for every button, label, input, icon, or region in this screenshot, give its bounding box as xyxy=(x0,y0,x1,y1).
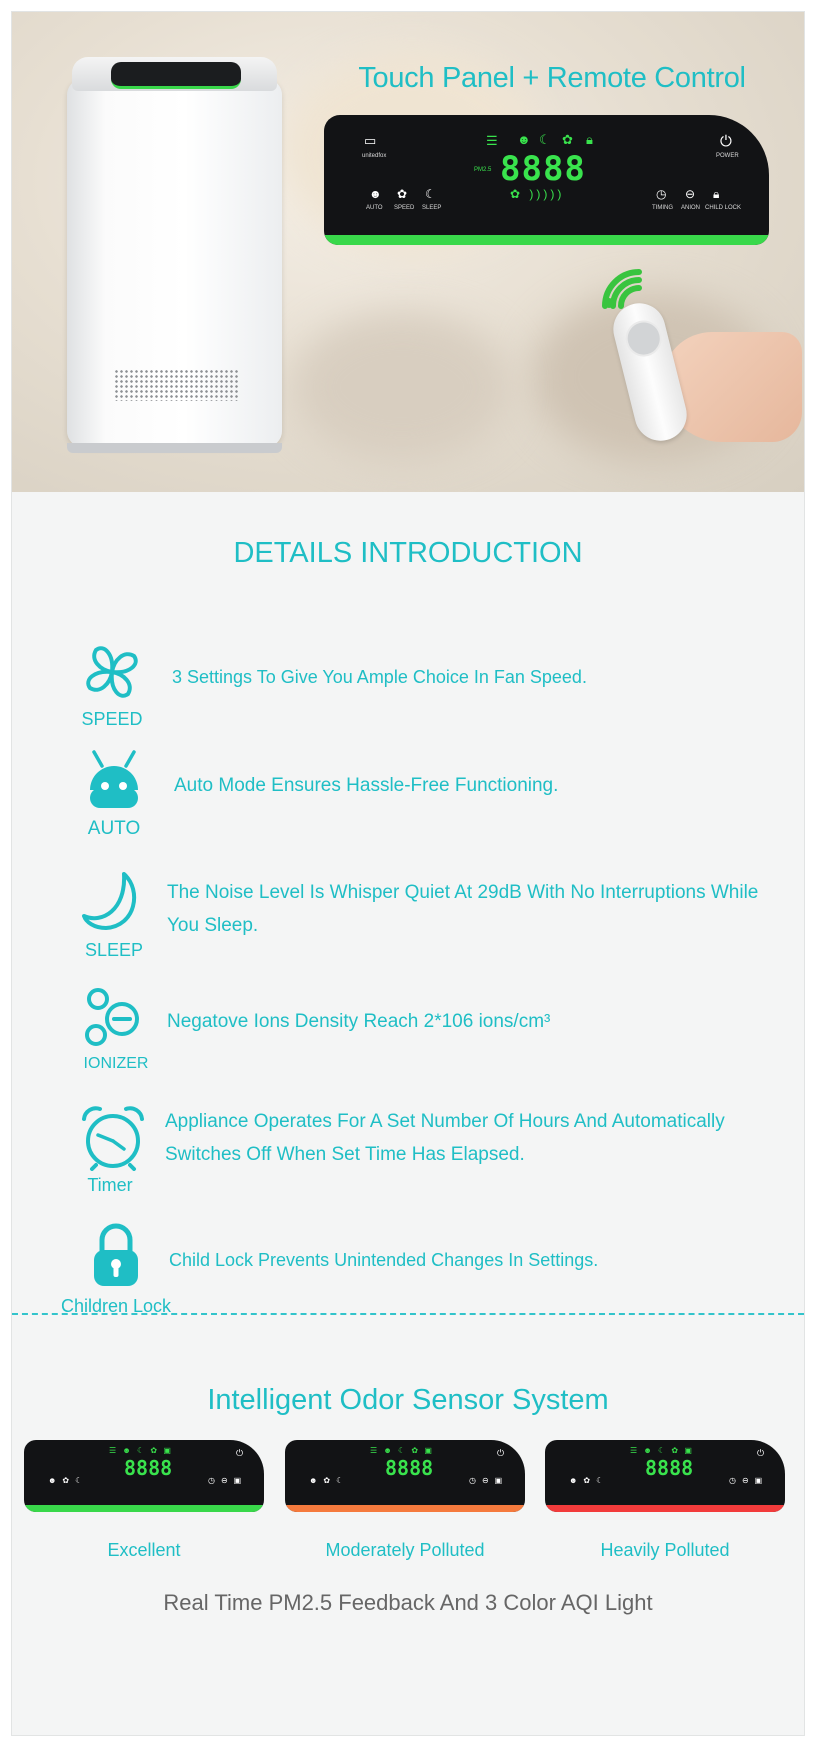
panel-buttons: ◷⊖▣ xyxy=(729,1476,769,1485)
purifier-grille xyxy=(114,369,238,401)
panel-buttons: ◷⊖▣ xyxy=(469,1476,509,1485)
feature-text: 3 Settings To Give You Ample Choice In Fan Speed. xyxy=(172,667,587,687)
feature-text: Negatove Ions Density Reach 2*106 ions/cm³ xyxy=(167,1011,551,1032)
product-detail-frame xyxy=(11,11,805,1736)
auto-status-icon: ☻ xyxy=(517,132,531,147)
panel-moderately-polluted xyxy=(285,1440,525,1512)
child-lock-button[interactable]: 🔒︎ xyxy=(713,187,720,201)
feature-label: Timer xyxy=(87,1175,133,1195)
power-button[interactable]: ⏻ xyxy=(720,133,732,150)
filter-status-icon: ☰ xyxy=(486,133,498,148)
feature-text: Appliance Operates For A Set Number Of Hours And Automatically Switches Off When Set Time Has Elapsed. xyxy=(165,1111,725,1165)
lock-status-icon: 🔒︎ xyxy=(586,132,593,147)
pm25-label: PM2.5 xyxy=(474,167,492,173)
sleep-button-label: SLEEP xyxy=(422,205,442,211)
section-divider xyxy=(12,1313,804,1315)
pm25-display: 8888 xyxy=(385,1456,434,1480)
anion-button[interactable]: ⊖ xyxy=(685,187,696,201)
fan-level-indicator: ✿ ))))) xyxy=(510,187,565,201)
speed-button[interactable]: ✿ xyxy=(397,187,408,201)
feature-label: AUTO xyxy=(87,818,141,839)
feature-text: The Noise Level Is Whisper Quiet At 29dB With No Interruptions While You Sleep. xyxy=(167,882,759,936)
power-label: POWER xyxy=(716,153,739,159)
power-icon: ⏻ xyxy=(497,1448,505,1458)
auto-button-label: AUTO xyxy=(366,205,383,211)
aqi-light-bar xyxy=(545,1505,785,1512)
fan-status-icon: ✿ xyxy=(562,132,573,147)
feature-text: Child Lock Prevents Unintended Changes In Settings. xyxy=(169,1250,599,1270)
ionizer-icon xyxy=(82,987,146,1051)
status-icons: ☰ ☻ ☾ ✿ ▣ xyxy=(370,1446,434,1455)
aqi-light-bar xyxy=(24,1505,264,1512)
timing-button-label: TIMING xyxy=(652,205,673,211)
sleep-button[interactable]: ☾ xyxy=(425,187,436,201)
status-icons: ☰ ☻ ☾ ✿ ▣ xyxy=(109,1446,173,1455)
feature-text: Auto Mode Ensures Hassle-Free Functioning. xyxy=(174,775,559,796)
background-blur xyxy=(292,312,512,462)
robot-icon xyxy=(84,750,144,810)
moon-icon xyxy=(80,870,144,934)
feature-label: SLEEP xyxy=(84,940,144,960)
padlock-icon xyxy=(92,1222,140,1288)
feature-sleep xyxy=(12,870,804,980)
feature-timer xyxy=(12,1105,804,1215)
hero-title: Touch Panel + Remote Control xyxy=(358,62,746,94)
details-title: DETAILS INTRODUCTION xyxy=(233,537,583,569)
aqi-light-bar xyxy=(324,235,769,245)
level-label-moderate: Moderately Polluted xyxy=(325,1540,485,1560)
panel-buttons: ☻✿☾ xyxy=(569,1476,610,1485)
filter-icon: ▭ xyxy=(364,133,377,148)
pm25-display: 8888 xyxy=(124,1456,173,1480)
panel-buttons: ☻✿☾ xyxy=(48,1476,89,1485)
anion-button-label: ANION xyxy=(681,205,701,211)
auto-button[interactable]: ☻ xyxy=(369,187,382,201)
timing-button[interactable]: ◷ xyxy=(656,187,667,201)
panel-excellent xyxy=(24,1440,264,1512)
power-icon: ⏻ xyxy=(236,1448,244,1458)
feature-label: IONIZER xyxy=(83,1055,149,1072)
level-label-excellent: Excellent xyxy=(107,1540,181,1560)
child-lock-button-label: CHILD LOCK xyxy=(705,205,742,211)
panel-buttons: ◷⊖▣ xyxy=(208,1476,248,1485)
speed-button-label: SPEED xyxy=(394,205,415,211)
panel-heavily-polluted xyxy=(545,1440,785,1512)
purifier-base xyxy=(67,443,282,453)
feature-auto xyxy=(12,750,804,860)
air-purifier-image xyxy=(67,57,282,457)
purifier-top-panel xyxy=(111,62,241,89)
pm25-display: 8888 xyxy=(645,1456,694,1480)
feature-child-lock xyxy=(12,1222,804,1332)
power-icon: ⏻ xyxy=(757,1448,765,1458)
sensor-footnote: Real Time PM2.5 Feedback And 3 Color AQI Light xyxy=(163,1590,653,1615)
panel-buttons: ☻✿☾ xyxy=(309,1476,350,1485)
aqi-light-bar xyxy=(285,1505,525,1512)
remote-dpad xyxy=(622,317,666,361)
sensor-title: Intelligent Odor Sensor System xyxy=(207,1384,609,1416)
alarm-clock-icon xyxy=(80,1105,146,1171)
pm25-display: 8888 xyxy=(500,149,586,189)
panel-brand: unitedfox xyxy=(362,153,387,159)
status-icons: ☰ ☻ ☾ ✿ ▣ xyxy=(630,1446,694,1455)
fan-icon xyxy=(82,642,142,702)
feature-label: Children Lock xyxy=(60,1296,172,1316)
feature-speed xyxy=(12,642,804,752)
level-label-heavy: Heavily Polluted xyxy=(600,1540,730,1560)
touch-panel xyxy=(324,115,769,245)
hero-banner xyxy=(12,12,804,492)
feature-label: SPEED xyxy=(81,709,143,729)
sleep-status-icon: ☾ xyxy=(539,132,551,147)
feature-ionizer xyxy=(12,987,804,1097)
